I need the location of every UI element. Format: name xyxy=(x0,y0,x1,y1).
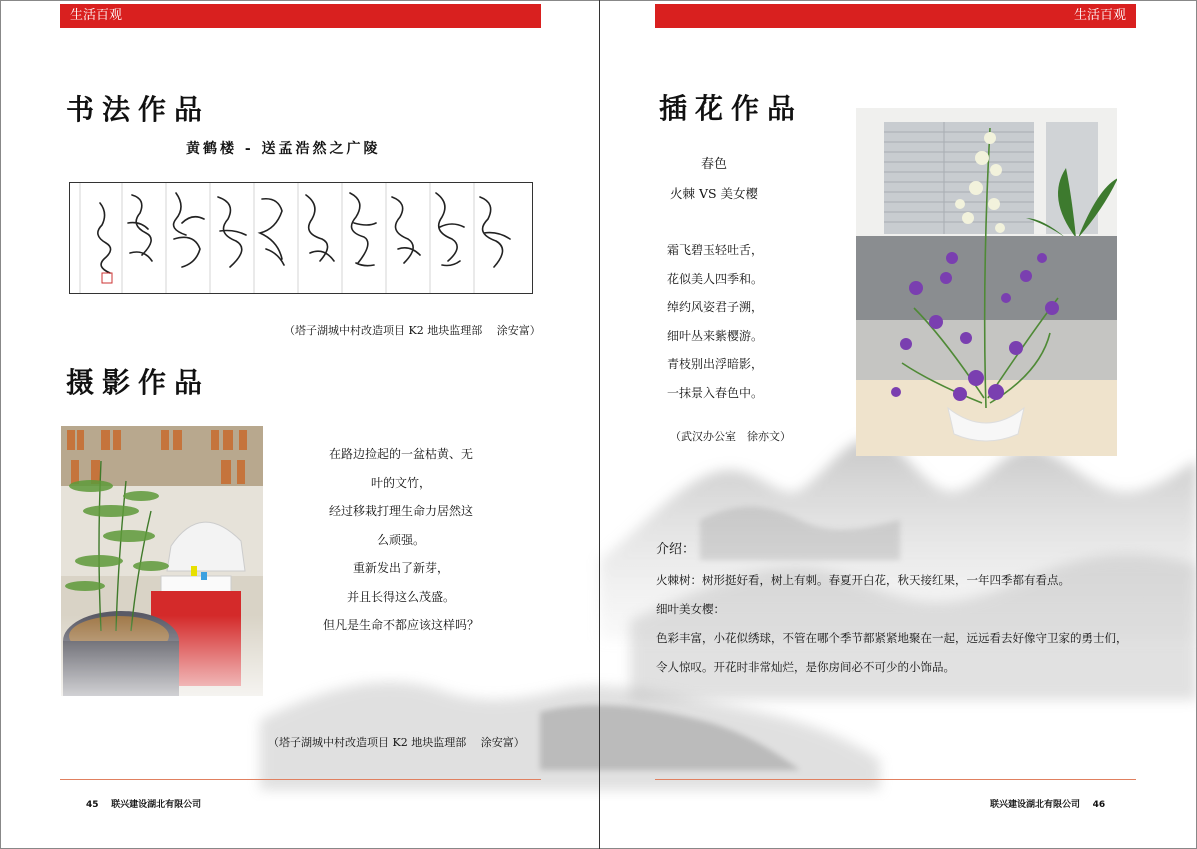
footer-right xyxy=(990,797,1105,810)
photography-heading: 摄影作品 xyxy=(66,366,211,399)
photography-text xyxy=(296,440,506,640)
right-page xyxy=(600,0,1197,849)
calligraphy-heading: 书法作品 xyxy=(66,93,211,126)
flower-arrangement-photo xyxy=(856,108,1117,456)
footer-left xyxy=(86,797,201,810)
ikebana-credit: （武汉办公室 徐亦文） xyxy=(670,430,791,443)
intro-line: 火棘树：树形挺好看，树上有刺。春夏开白花，秋天接红果，一年四季都有看点。 xyxy=(656,573,1070,587)
poem-line: 细叶丛来紫樱游。 xyxy=(666,328,763,343)
intro-heading: 介绍： xyxy=(656,542,696,557)
intro-section xyxy=(656,540,1156,682)
poem-line: 绰约风姿君子溯， xyxy=(666,300,763,314)
intro-line: 细叶美女樱： xyxy=(656,602,725,616)
page-number-left: 45 xyxy=(86,800,99,810)
ikebana-poem xyxy=(660,236,770,407)
footer-rule-right xyxy=(655,779,1136,780)
calligraphy-credit: （塔子湖城中村改造项目 K2 地块监理部 涂安富） xyxy=(284,324,541,337)
photo-text-line: 叶的文竹， xyxy=(370,475,431,490)
photography-credit: （塔子湖城中村改造项目 K2 地块监理部 涂安富） xyxy=(268,736,525,749)
company-name-right: 联兴建设湖北有限公司 xyxy=(990,800,1081,810)
calligraphy-subtitle: 黄鹤楼 - 送孟浩然之广陵 xyxy=(186,141,381,157)
page-number-right: 46 xyxy=(1092,800,1106,810)
intro-line: 令人惊叹。开花时非常灿烂，是你房间必不可少的小饰品。 xyxy=(656,660,955,674)
bamboo-photo xyxy=(61,426,263,696)
company-name-left: 联兴建设湖北有限公司 xyxy=(111,800,202,810)
ikebana-title: 春色 xyxy=(700,157,727,172)
photo-text-line: 在路边捡起的一盆枯黄、无 xyxy=(328,447,473,461)
header-band-left: 生活百观 xyxy=(60,4,541,28)
photo-text-line: 么顽强。 xyxy=(376,532,425,547)
poem-line: 霜飞碧玉轻吐舌， xyxy=(666,243,763,257)
poem-line: 一抹景入春色中。 xyxy=(666,385,763,400)
photo-text-line: 并且长得这么茂盛。 xyxy=(346,589,455,604)
footer-rule-left xyxy=(60,779,541,780)
ikebana-title-block xyxy=(652,151,776,208)
photo-text-line: 但凡是生命不都应该这样吗？ xyxy=(322,618,479,632)
ikebana-heading: 插花作品 xyxy=(659,92,804,125)
photo-text-line: 经过移栽打理生命力居然这 xyxy=(328,504,473,518)
header-band-right: 生活百观 xyxy=(655,4,1136,28)
poem-line: 花似美人四季和。 xyxy=(666,271,763,286)
photo-text-line: 重新发出了新芽， xyxy=(352,561,449,575)
calligraphy-artwork xyxy=(69,182,533,294)
poem-line: 青枝别出浮暗影， xyxy=(666,357,763,371)
intro-line: 色彩丰富，小花似绣球，不管在哪个季节都紧紧地聚在一起，远远看去好像守卫家的勇士们， xyxy=(656,631,1128,645)
ikebana-subtitle: 火棘 VS 美女樱 xyxy=(669,185,759,201)
